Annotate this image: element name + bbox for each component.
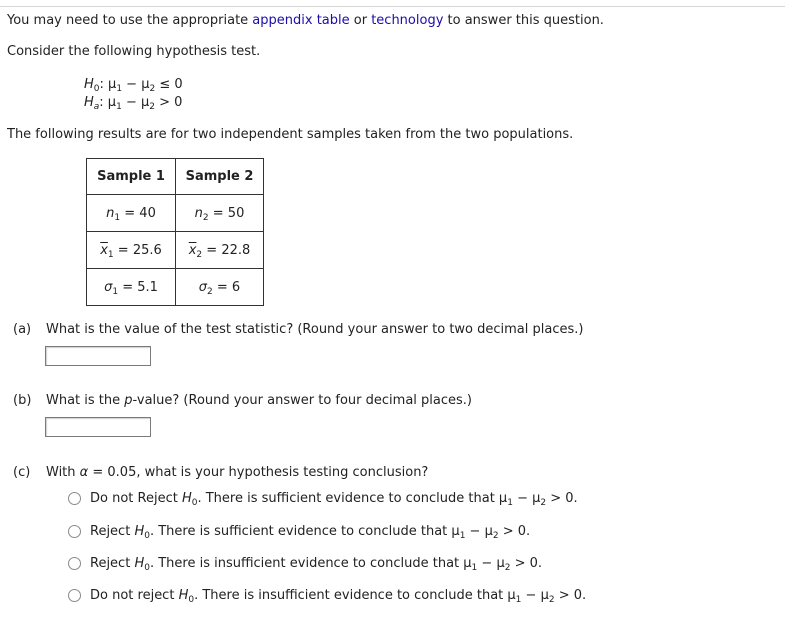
sigma1-symbol: σ — [104, 279, 113, 295]
option-3-tail: > 0. — [510, 556, 543, 571]
test-statistic-input[interactable] — [45, 346, 151, 366]
option-3-lead: Reject — [90, 556, 135, 571]
option-2-s1: 1 — [459, 531, 466, 541]
ha-mu1-sub: 1 — [116, 102, 122, 112]
x2-symbol: $\overline{x}$ — [188, 242, 197, 258]
option-3-minus: − μ — [477, 556, 505, 571]
option-3-radio[interactable] — [68, 557, 81, 570]
n1-value: = 40 — [120, 205, 156, 221]
sigma1-cell — [87, 269, 176, 306]
x1-symbol: $\overline{x}$ — [100, 242, 108, 258]
option-3-s2: 2 — [504, 563, 511, 573]
h0-mu1-sub: 1 — [116, 84, 123, 94]
x1-sub: 1 — [107, 249, 114, 260]
option-4-s1: 1 — [515, 595, 522, 605]
samples-text: The following results are for two independent samples taken from the two populations. — [7, 127, 574, 142]
part-b-p: p — [124, 393, 133, 408]
sigma1-value: = 5.1 — [118, 279, 158, 295]
sigma2-value: = 6 — [212, 279, 241, 295]
option-1-minus: − μ — [512, 491, 541, 506]
null-hypothesis — [84, 77, 183, 93]
h0-relation: ≤ 0 — [155, 77, 183, 92]
ha-sub: a — [93, 102, 100, 112]
option-4-s2: 2 — [548, 595, 555, 605]
option-3-h: H — [134, 556, 145, 571]
option-2-label[interactable] — [90, 524, 530, 540]
option-1-mid: . There is sufficient evidence to conclude that μ — [197, 491, 508, 506]
option-4-mid: . There is insufficient evidence to conclude that μ — [194, 588, 516, 603]
option-2-lead: Reject — [90, 524, 135, 539]
alt-hypothesis — [84, 95, 182, 111]
sigma2-cell — [176, 269, 264, 306]
part-c-text: With — [46, 465, 80, 480]
intro-line — [7, 13, 604, 29]
n2-value: = 50 — [208, 205, 245, 221]
h0-sub: 0 — [93, 84, 100, 94]
x2-value: = 22.8 — [202, 242, 251, 258]
option-1-s1: 1 — [507, 498, 513, 508]
ha-symbol: H — [84, 95, 94, 110]
option-3-hsub: 0 — [144, 563, 150, 573]
n1-sub: 1 — [114, 212, 121, 223]
x2-sub: 2 — [196, 249, 203, 260]
option-1-tail: > 0. — [546, 491, 578, 506]
option-1-h: H — [181, 491, 192, 506]
n2-sub: 2 — [202, 212, 209, 223]
option-3-mid: . There is insufficient evidence to conclude that μ — [149, 556, 472, 571]
header-sample-1: Sample 1 — [87, 159, 176, 195]
x2-cell — [176, 232, 264, 269]
h0-mu2-sub: 2 — [149, 84, 156, 94]
ha-mu1: : μ — [99, 95, 117, 110]
n1-symbol: n — [106, 205, 115, 221]
option-4-lead: Do not reject — [90, 588, 179, 603]
option-2-h: H — [134, 524, 145, 539]
option-3-label[interactable] — [90, 556, 542, 572]
consider-text: Consider the following hypothesis test. — [7, 44, 261, 59]
p-value-input[interactable] — [45, 417, 151, 437]
option-1-radio[interactable] — [68, 492, 81, 505]
n1-cell — [87, 195, 176, 232]
appendix-table-link[interactable]: appendix table — [252, 13, 350, 28]
table-row — [87, 195, 264, 232]
part-b-question — [46, 393, 472, 409]
option-2-mid: . There is sufficient evidence to conclude that μ — [149, 524, 460, 539]
x1-cell — [87, 232, 176, 269]
option-2-s2: 2 — [492, 531, 499, 541]
h0-symbol: H — [84, 77, 94, 92]
technology-link[interactable]: technology — [371, 13, 444, 28]
h0-mu2: − μ — [122, 77, 150, 92]
table-header-row — [87, 159, 264, 195]
sigma2-symbol: σ — [198, 279, 208, 295]
option-4-tail: > 0. — [554, 588, 587, 603]
option-1-label[interactable] — [90, 491, 578, 507]
option-2-tail: > 0. — [498, 524, 531, 539]
part-b-text-end: -value? (Round your answer to four decimal places.) — [132, 393, 472, 408]
intro-or: or — [349, 13, 372, 28]
table-row — [87, 269, 264, 306]
part-a-label: (a) — [13, 322, 32, 337]
option-1-hsub: 0 — [191, 498, 198, 508]
intro-text-end: to answer this question. — [443, 13, 604, 28]
ha-mu2-sub: 2 — [149, 102, 155, 112]
n2-symbol: n — [194, 205, 203, 221]
part-b-text: What is the — [46, 393, 125, 408]
table-row — [87, 232, 264, 269]
option-4-hsub: 0 — [188, 595, 195, 605]
option-1-s2: 2 — [540, 498, 547, 508]
intro-text: You may need to use the appropriate — [7, 13, 253, 28]
sigma2-sub: 2 — [207, 286, 213, 297]
alpha-symbol: α — [79, 465, 89, 480]
option-4-label[interactable] — [90, 588, 586, 604]
option-1-lead: Do not Reject — [90, 491, 182, 506]
sample-table — [86, 158, 264, 306]
option-4-minus: − μ — [521, 588, 549, 603]
top-divider — [0, 6, 785, 7]
option-2-minus: − μ — [465, 524, 493, 539]
option-3-s1: 1 — [471, 563, 478, 573]
ha-mu2: − μ — [121, 95, 150, 110]
option-2-radio[interactable] — [68, 525, 81, 538]
option-4-radio[interactable] — [68, 589, 81, 602]
header-sample-2: Sample 2 — [176, 159, 264, 195]
part-b-label: (b) — [13, 393, 32, 408]
n2-cell — [176, 195, 264, 232]
h0-mu1: : μ — [99, 77, 117, 92]
x1-value: = 25.6 — [113, 242, 162, 258]
option-4-h: H — [178, 588, 189, 603]
part-a-question: What is the value of the test statistic? (Round your answer to two decimal places.) — [46, 322, 584, 337]
option-2-hsub: 0 — [144, 531, 150, 541]
sigma1-sub: 1 — [112, 286, 119, 297]
part-c-label: (c) — [13, 465, 31, 480]
ha-relation: > 0 — [155, 95, 183, 110]
part-c-question — [46, 465, 428, 481]
part-c-text-end: = 0.05, what is your hypothesis testing conclusion? — [88, 465, 429, 480]
